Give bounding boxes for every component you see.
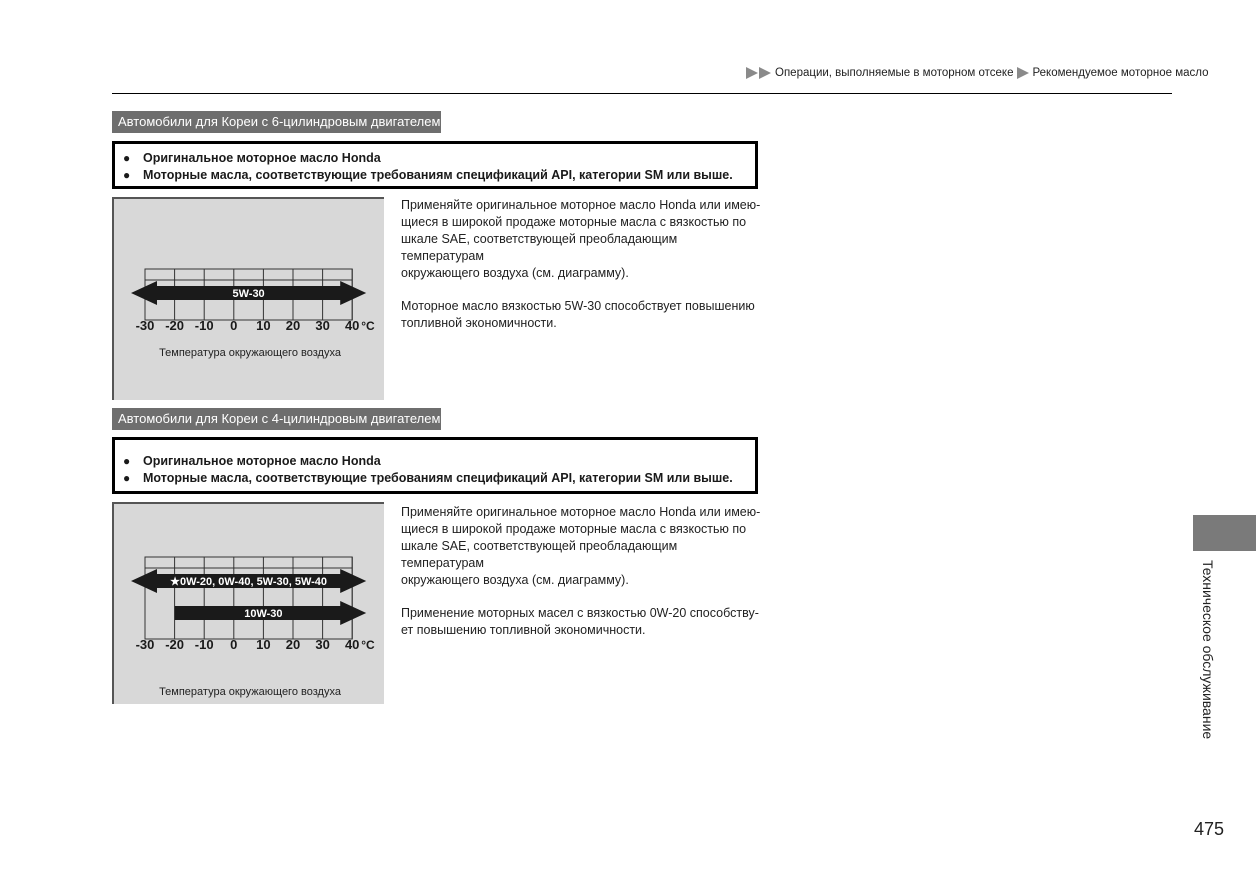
tick-label: 0	[230, 318, 238, 333]
bar-label: ★0W-20, 0W-40, 5W-30, 5W-40	[170, 576, 328, 588]
chapter-tab[interactable]	[1193, 515, 1256, 551]
unit-label: °C	[361, 638, 375, 652]
tick-label: 20	[285, 318, 301, 333]
spec-box	[112, 437, 758, 494]
tick-label: -20	[165, 637, 184, 652]
viscosity-chart-svg	[114, 504, 386, 706]
spec-item	[123, 166, 755, 183]
arrow-right-icon	[746, 67, 758, 79]
bullet-icon: ●	[123, 453, 131, 468]
axis-caption: Температура окружающего воздуха	[159, 347, 341, 359]
section-heading: Автомобили для Кореи с 6-цилиндровым двигателем	[112, 111, 441, 133]
spec-item	[123, 149, 755, 166]
viscosity-chart	[112, 197, 384, 400]
bullet-icon: ●	[123, 167, 131, 182]
spec-item-text: Моторные масла, соответствующие требованиям спецификаций API, категории SM или выше.	[143, 167, 733, 182]
chart-grid	[145, 557, 352, 639]
tick-label: -10	[194, 318, 214, 333]
tick-label: -10	[194, 637, 214, 652]
tick-label: 10	[256, 637, 271, 652]
tick-label: -20	[165, 318, 184, 333]
section-heading: Автомобили для Кореи с 4-цилиндровым двигателем	[112, 408, 441, 430]
paragraph: Применение моторных масел с вязкостью 0W-20 способству- ет повышению топливной экономичности.	[401, 606, 759, 637]
tick-label: 30	[315, 637, 330, 652]
viscosity-chart-svg	[114, 199, 386, 402]
bullet-icon: ●	[123, 150, 131, 165]
tick-label: 20	[285, 637, 301, 652]
paragraph: Применяйте оригинальное моторное масло Honda или имею- щиеся в широкой продаже моторные масла с вязкостью по шкале SAE, соответствующей преобладающим температурам окружающего воздуха (см. диаграмму).	[401, 198, 761, 280]
axis-caption: Температура окружающего воздуха	[159, 686, 341, 698]
page-number: 475	[1194, 819, 1225, 839]
tick-label: -30	[135, 318, 155, 333]
tick-label: 30	[315, 318, 330, 333]
paragraph: Моторное масло вязкостью 5W-30 способствует повышению топливной экономичности.	[401, 299, 755, 330]
header-divider	[112, 93, 1172, 94]
viscosity-chart	[112, 502, 384, 704]
tick-label: -30	[135, 637, 155, 652]
description	[401, 504, 761, 655]
unit-label: °C	[361, 319, 375, 333]
bar-label: 10W-30	[244, 608, 283, 620]
tick-label: 10	[256, 318, 271, 333]
tick-label: 40	[344, 318, 360, 333]
spec-item	[123, 452, 755, 469]
chapter-tab-label: Техническое обслуживание	[1200, 560, 1216, 740]
description	[401, 197, 761, 348]
arrow-right-icon	[759, 67, 771, 79]
spec-item-text: Моторные масла, соответствующие требованиям спецификаций API, категории SM или выше.	[143, 470, 733, 485]
tick-label: 40	[344, 637, 360, 652]
breadcrumb-item[interactable]: Рекомендуемое моторное масло	[1032, 67, 1209, 79]
bar-label: 5W-30	[232, 288, 265, 300]
arrow-right-icon	[1017, 67, 1029, 79]
spec-box	[112, 141, 758, 189]
tick-label: 0	[230, 637, 238, 652]
breadcrumb	[746, 63, 1212, 83]
spec-item-text: Оригинальное моторное масло Honda	[143, 150, 381, 165]
paragraph: Применяйте оригинальное моторное масло Honda или имею- щиеся в широкой продаже моторные масла с вязкостью по шкале SAE, соответствующей преобладающим температурам окружающего воздуха (см. диаграмму).	[401, 505, 761, 587]
spec-item	[123, 469, 755, 486]
bullet-icon: ●	[123, 470, 131, 485]
breadcrumb-item[interactable]: Операции, выполняемые в моторном отсеке	[775, 67, 1014, 79]
spec-item-text: Оригинальное моторное масло Honda	[143, 453, 381, 468]
